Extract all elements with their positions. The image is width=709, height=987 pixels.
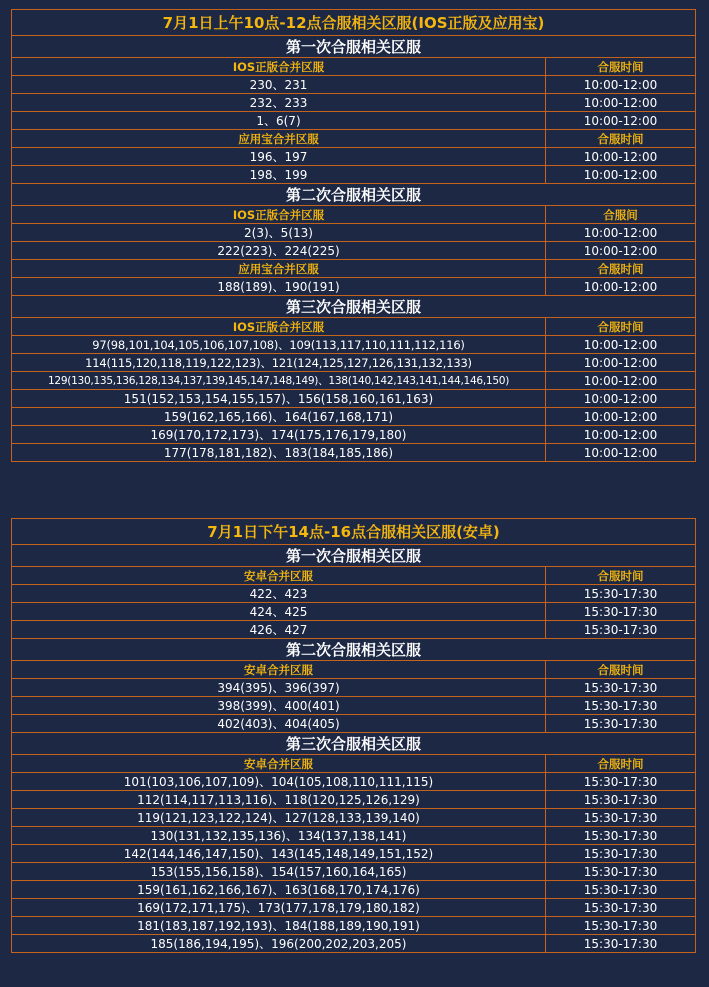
merge-time: 10:00-12:00 [546,390,696,408]
table-row [12,354,696,372]
server-list: 112(114,117,113,116)、118(120,125,126,129) [12,791,546,809]
merge-time: 15:30-17:30 [546,585,696,603]
time-column-header: 合服时间 [546,661,696,679]
merge-time: 15:30-17:30 [546,679,696,697]
table-row [12,899,696,917]
server-list: 181(183,187,192,193)、184(188,189,190,191) [12,917,546,935]
table-row [12,94,696,112]
merge-time: 10:00-12:00 [546,166,696,184]
merge-time: 15:30-17:30 [546,935,696,953]
round-title-row [12,36,696,58]
table-row [12,715,696,733]
merge-time: 10:00-12:00 [546,408,696,426]
server-list: 196、197 [12,148,546,166]
server-list: 129(130,135,136,128,134,137,139,145,147,148,149)、138(140,142,143,141,144,146,150) [12,372,546,390]
merge-time: 15:30-17:30 [546,603,696,621]
time-column-header: 合服时间 [546,130,696,148]
server-column-header: IOS正版合并区服 [12,206,546,224]
server-list: 142(144,146,147,150)、143(145,148,149,151,152) [12,845,546,863]
merge-time: 10:00-12:00 [546,112,696,130]
server-list: 153(155,156,158)、154(157,160,164,165) [12,863,546,881]
server-list: 159(162,165,166)、164(167,168,171) [12,408,546,426]
merge-time: 15:30-17:30 [546,917,696,935]
table-title-row [12,519,696,545]
merge-time: 10:00-12:00 [546,224,696,242]
group-header-row [12,260,696,278]
merge-time: 15:30-17:30 [546,827,696,845]
server-list: 426、427 [12,621,546,639]
group-header-row [12,567,696,585]
table-row [12,408,696,426]
table-row [12,585,696,603]
merge-time: 15:30-17:30 [546,809,696,827]
server-list: 130(131,132,135,136)、134(137,138,141) [12,827,546,845]
server-column-header: 应用宝合并区服 [12,130,546,148]
server-list: 169(170,172,173)、174(175,176,179,180) [12,426,546,444]
round-title-row [12,545,696,567]
merge-time: 15:30-17:30 [546,899,696,917]
round-title: 第三次合服相关区服 [12,296,696,318]
time-column-header: 合服时间 [546,567,696,585]
table-row [12,444,696,462]
merge-time: 10:00-12:00 [546,354,696,372]
table-row [12,935,696,953]
merge-time: 15:30-17:30 [546,791,696,809]
merge-time: 15:30-17:30 [546,881,696,899]
table-row [12,845,696,863]
time-column-header: 合服时间 [546,260,696,278]
time-column-header: 合服间 [546,206,696,224]
table-row [12,679,696,697]
group-header-row [12,206,696,224]
server-list: 398(399)、400(401) [12,697,546,715]
merge-time: 10:00-12:00 [546,76,696,94]
server-list: 230、231 [12,76,546,94]
table-row [12,76,696,94]
table-row [12,224,696,242]
server-list: 114(115,120,118,119,122,123)、121(124,125,127,126,131,132,133) [12,354,546,372]
table-row [12,242,696,260]
merge-time: 10:00-12:00 [546,94,696,112]
table-row [12,863,696,881]
server-list: 1、6(7) [12,112,546,130]
server-list: 222(223)、224(225) [12,242,546,260]
table-row [12,148,696,166]
table-row [12,809,696,827]
time-column-header: 合服时间 [546,58,696,76]
ios-table-body [12,10,696,462]
merge-time: 15:30-17:30 [546,621,696,639]
time-column-header: 合服时间 [546,755,696,773]
merge-time: 10:00-12:00 [546,372,696,390]
merge-time: 15:30-17:30 [546,845,696,863]
merge-time: 15:30-17:30 [546,715,696,733]
table-row [12,336,696,354]
server-list: 424、425 [12,603,546,621]
group-header-row [12,755,696,773]
table-title: 7月1日上午10点-12点合服相关区服(IOS正版及应用宝) [12,10,696,36]
round-title: 第一次合服相关区服 [12,36,696,58]
server-list: 2(3)、5(13) [12,224,546,242]
round-title: 第二次合服相关区服 [12,639,696,661]
table-row [12,917,696,935]
android-table-body [12,519,696,953]
table-row [12,426,696,444]
group-header-row [12,661,696,679]
table-row [12,112,696,130]
server-column-header: 安卓合并区服 [12,567,546,585]
table-row [12,773,696,791]
server-list: 97(98,101,104,105,106,107,108)、109(113,117,110,111,112,116) [12,336,546,354]
server-list: 101(103,106,107,109)、104(105,108,110,111,115) [12,773,546,791]
server-list: 119(121,123,122,124)、127(128,133,139,140) [12,809,546,827]
merge-time: 15:30-17:30 [546,773,696,791]
server-list: 402(403)、404(405) [12,715,546,733]
server-column-header: 安卓合并区服 [12,755,546,773]
server-list: 422、423 [12,585,546,603]
time-column-header: 合服时间 [546,318,696,336]
server-column-header: 应用宝合并区服 [12,260,546,278]
table-row [12,372,696,390]
server-list: 159(161,162,166,167)、163(168,170,174,176) [12,881,546,899]
table-row [12,390,696,408]
server-list: 151(152,153,154,155,157)、156(158,160,161,163) [12,390,546,408]
round-title: 第一次合服相关区服 [12,545,696,567]
server-column-header: IOS正版合并区服 [12,58,546,76]
merge-time: 10:00-12:00 [546,278,696,296]
server-column-header: IOS正版合并区服 [12,318,546,336]
merge-time: 10:00-12:00 [546,444,696,462]
round-title: 第二次合服相关区服 [12,184,696,206]
table-row [12,166,696,184]
server-list: 232、233 [12,94,546,112]
server-list: 188(189)、190(191) [12,278,546,296]
server-column-header: 安卓合并区服 [12,661,546,679]
merge-time: 10:00-12:00 [546,242,696,260]
merge-time: 15:30-17:30 [546,863,696,881]
round-title-row [12,296,696,318]
table-row [12,697,696,715]
table-row [12,278,696,296]
table-row [12,827,696,845]
server-list: 177(178,181,182)、183(184,185,186) [12,444,546,462]
round-title: 第三次合服相关区服 [12,733,696,755]
server-list: 198、199 [12,166,546,184]
merge-time: 10:00-12:00 [546,426,696,444]
round-title-row [12,184,696,206]
round-title-row [12,733,696,755]
table-row [12,621,696,639]
server-list: 169(172,171,175)、173(177,178,179,180,182) [12,899,546,917]
table-row [12,603,696,621]
server-list: 185(186,194,195)、196(200,202,203,205) [12,935,546,953]
table-row [12,881,696,899]
ios-merge-table [11,9,696,462]
table-row [12,791,696,809]
server-list: 394(395)、396(397) [12,679,546,697]
android-merge-table [11,518,696,953]
merge-time: 15:30-17:30 [546,697,696,715]
table-title-row [12,10,696,36]
group-header-row [12,58,696,76]
table-title: 7月1日下午14点-16点合服相关区服(安卓) [12,519,696,545]
group-header-row [12,130,696,148]
round-title-row [12,639,696,661]
group-header-row [12,318,696,336]
merge-time: 10:00-12:00 [546,148,696,166]
merge-time: 10:00-12:00 [546,336,696,354]
